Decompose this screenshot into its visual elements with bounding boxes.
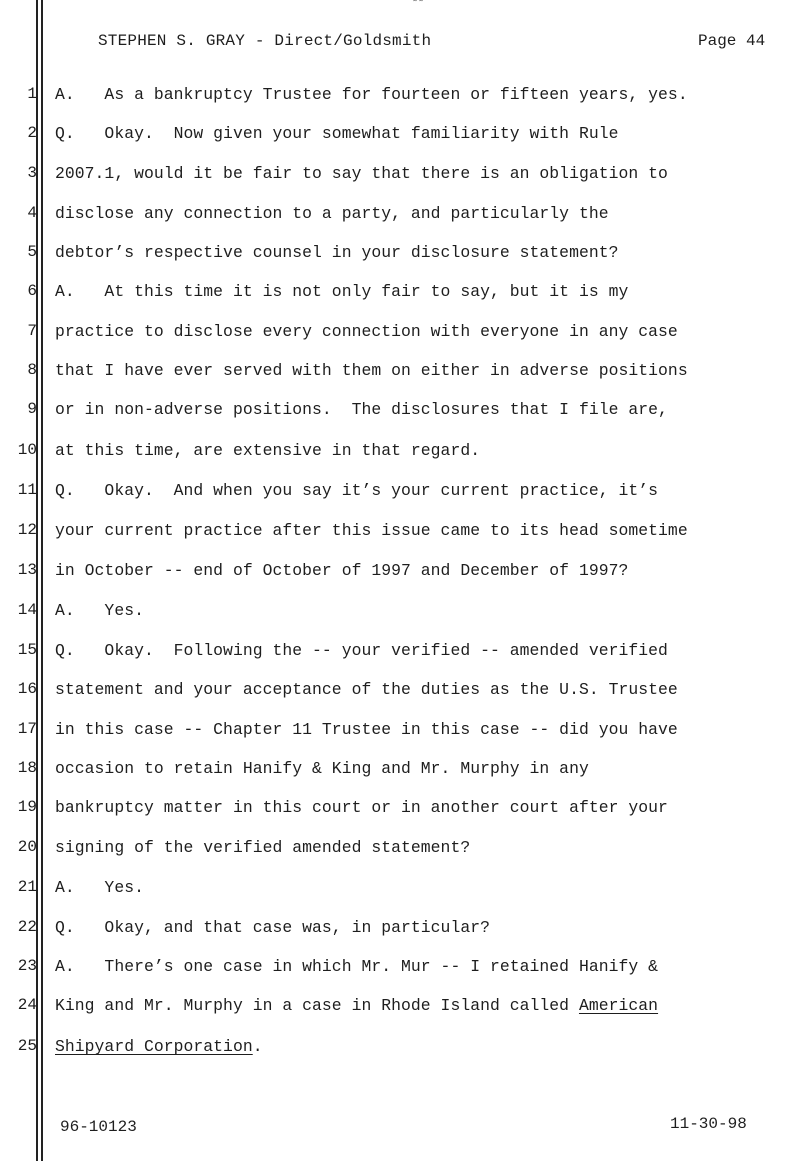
line-text: [55, 798, 668, 817]
transcript-line: [0, 680, 800, 710]
case-number: 96-10123: [60, 1118, 137, 1136]
page-number: Page 44: [698, 32, 766, 50]
line-text-trailing: .: [252, 1037, 263, 1056]
line-text-content: in this case -- Chapter 11 Trustee in this case -- did you have: [55, 720, 678, 739]
transcript-line: [0, 361, 800, 391]
line-number: 8: [27, 361, 37, 379]
line-text-content: Q. Okay. And when you say it’s your current practice, it’s: [55, 481, 659, 500]
line-number: 10: [17, 441, 37, 459]
transcript-line: [0, 441, 800, 471]
line-number: 1: [27, 85, 37, 103]
line-number: 11: [17, 481, 37, 499]
transcript-date: 11-30-98: [670, 1115, 747, 1133]
line-text-content: statement and your acceptance of the duties as the U.S. Trustee: [55, 680, 678, 699]
line-text-content: debtor’s respective counsel in your disclosure statement?: [55, 243, 619, 262]
line-text: [55, 124, 619, 143]
line-text-content: A. Yes.: [55, 878, 144, 897]
line-number: 18: [17, 759, 37, 777]
line-text-content: Q. Okay, and that case was, in particular?: [55, 918, 490, 937]
line-text-content: disclose any connection to a party, and particularly the: [55, 204, 609, 223]
scan-mark: ˜˜: [412, 0, 425, 11]
line-text: [55, 838, 470, 857]
line-number: 17: [17, 720, 37, 738]
line-text-content: your current practice after this issue came to its head sometime: [55, 521, 688, 540]
line-number: 4: [27, 204, 37, 222]
case-name-underlined: Shipyard Corporation: [55, 1037, 253, 1056]
line-text: [55, 204, 609, 223]
transcript-line: [0, 164, 800, 194]
transcript-line: [0, 322, 800, 352]
line-text: [55, 521, 688, 540]
line-text: [55, 1037, 263, 1056]
line-text: [55, 759, 589, 778]
line-text-content: A. At this time it is not only fair to say, but it is my: [55, 282, 629, 301]
line-number: 12: [17, 521, 37, 539]
line-number: 20: [17, 838, 37, 856]
line-number: 24: [17, 996, 37, 1014]
transcript-line: [0, 720, 800, 750]
line-number: 23: [17, 957, 37, 975]
line-number: 21: [17, 878, 37, 896]
line-number: 22: [17, 918, 37, 936]
line-text: [55, 957, 658, 976]
witness-header: STEPHEN S. GRAY - Direct/Goldsmith: [98, 32, 432, 50]
line-text-content: in October -- end of October of 1997 and December of 1997?: [55, 561, 629, 580]
transcript-line: [0, 1037, 800, 1067]
line-number: 7: [27, 322, 37, 340]
transcript-line: [0, 798, 800, 828]
line-number: 2: [27, 124, 37, 142]
line-number: 25: [17, 1037, 37, 1055]
transcript-line: [0, 918, 800, 948]
transcript-line: [0, 204, 800, 234]
line-text: [55, 164, 668, 183]
line-text-content: King and Mr. Murphy in a case in Rhode Island called: [55, 996, 579, 1015]
transcript-line: [0, 996, 800, 1026]
line-text-content: A. Yes.: [55, 601, 144, 620]
line-text-content: bankruptcy matter in this court or in another court after your: [55, 798, 668, 817]
line-text: [55, 878, 144, 897]
transcript-line: [0, 601, 800, 631]
line-number: 5: [27, 243, 37, 261]
transcript-line: [0, 957, 800, 987]
line-text: [55, 243, 619, 262]
line-number: 9: [27, 400, 37, 418]
line-number: 16: [17, 680, 37, 698]
line-text-content: Q. Okay. Following the -- your verified -- amended verified: [55, 641, 668, 660]
line-text-content: or in non-adverse positions. The disclosures that I file are,: [55, 400, 668, 419]
transcript-line: [0, 243, 800, 273]
line-text-content: A. There’s one case in which Mr. Mur -- I retained Hanify &: [55, 957, 659, 976]
line-number: 19: [17, 798, 37, 816]
line-text: [55, 441, 480, 460]
transcript-line: [0, 124, 800, 154]
transcript-line: [0, 878, 800, 908]
line-text: [55, 282, 628, 301]
line-text-content: occasion to retain Hanify & King and Mr. Murphy in any: [55, 759, 589, 778]
line-text-content: at this time, are extensive in that regard.: [55, 441, 481, 460]
line-text-content: practice to disclose every connection with everyone in any case: [55, 322, 678, 341]
line-text: [55, 400, 668, 419]
transcript-line: [0, 400, 800, 430]
line-text: [55, 361, 688, 380]
case-name-underlined: American: [578, 996, 659, 1015]
transcript-line: [0, 85, 800, 115]
line-text-content: signing of the verified amended statement?: [55, 838, 471, 857]
line-text: [55, 322, 678, 341]
line-text: [55, 561, 628, 580]
line-text: [55, 720, 678, 739]
line-text: [55, 641, 668, 660]
transcript-line: [0, 641, 800, 671]
line-text: [55, 996, 658, 1015]
line-text-content: 2007.1, would it be fair to say that there is an obligation to: [55, 164, 668, 183]
line-text: [55, 918, 490, 937]
transcript-line: [0, 521, 800, 551]
line-number: 3: [27, 164, 37, 182]
line-number: 15: [17, 641, 37, 659]
transcript-line: [0, 481, 800, 511]
line-number: 13: [17, 561, 37, 579]
line-text-content: A. As a bankruptcy Trustee for fourteen or fifteen years, yes.: [55, 85, 688, 104]
line-text: [55, 680, 678, 699]
line-number: 14: [17, 601, 37, 619]
line-number: 6: [27, 282, 37, 300]
line-text: [55, 601, 144, 620]
line-text: [55, 85, 688, 104]
line-text: [55, 481, 658, 500]
transcript-line: [0, 759, 800, 789]
transcript-line: [0, 282, 800, 312]
line-text-content: Q. Okay. Now given your somewhat familiarity with Rule: [55, 124, 619, 143]
transcript-line: [0, 838, 800, 868]
transcript-line: [0, 561, 800, 591]
line-text-content: that I have ever served with them on either in adverse positions: [55, 361, 688, 380]
